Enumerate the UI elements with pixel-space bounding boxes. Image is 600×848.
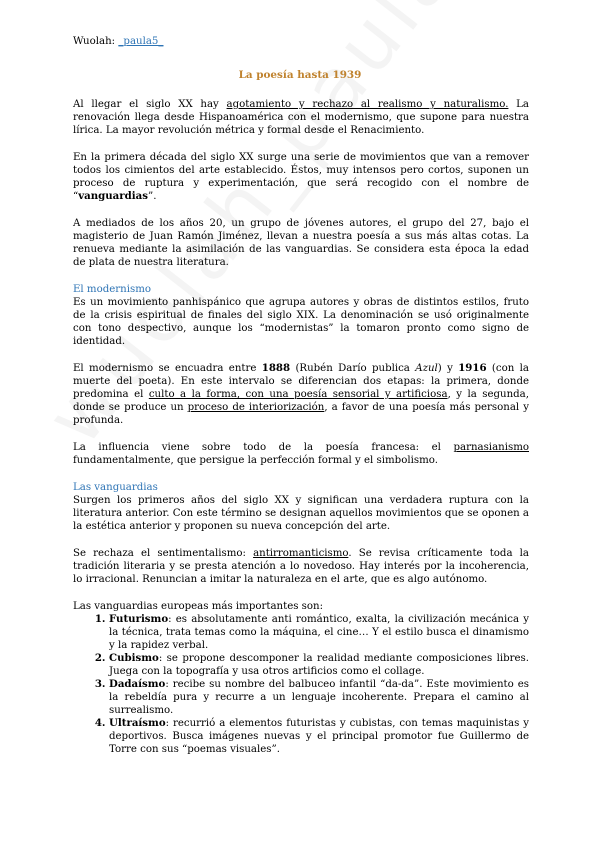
list-item: 3. Dadaísmo: recibe su nombre del balbuceo infantil “da-da”. Este movimiento es la rebeldía pura y recurre a un lenguaje incoherente. Prepara el camino al surrealismo.	[109, 678, 529, 717]
list-item: 2. Cubismo: se propone descomponer la realidad mediante composiciones libres. Juega con la topografía y usa otros artificios como el collage.	[109, 652, 529, 678]
underlined-phrase: parnasianismo	[453, 442, 529, 453]
vanguardias-paragraph-2: Se rechaza el sentimentalismo: antirromanticismo. Se revisa críticamente toda la tradición literaria y se presta atención a lo novedoso. Hay interés por la incoherencia, lo irracional. Renuncian a imitar la naturaleza en el arte, que es algo autónomo.	[73, 548, 529, 585]
underlined-phrase: culto a la forma, con una poesía sensorial y artificiosa	[148, 389, 448, 400]
section-heading-modernismo: El modernismo	[73, 284, 151, 295]
bold-term: vanguardias	[78, 190, 148, 202]
modernismo-paragraph-3: La influencia viene sobre todo de la poesía francesa: el parnasianismo fundamentalmente, que persigue la perfección formal y el simbolismo.	[73, 442, 529, 466]
document-body	[73, 98, 529, 756]
intro-paragraph-3: A mediados de los años 20, un grupo de jóvenes autores, el grupo del 27, bajo el magisterio de Juan Ramón Jiménez, llevan a nuestra poesía a sus más altas cotas. La renueva mediante la asimilación de las vanguardias. Se considera esta época la edad de plata de nuestra literatura.	[73, 218, 529, 268]
intro-paragraph-1: Al llegar el siglo XX hay agotamiento y rechazo al realismo y naturalismo. La renovación llega desde Hispanoamérica con el modernismo, que supone para nuestra lírica. La mayor revolución métrica y formal desde el Renacimiento.	[73, 99, 529, 136]
modernismo-paragraph-1: Es un movimiento panhispánico que agrupa autores y obras de distintos estilos, fruto de la crisis espiritual de finales del siglo XIX. La denominación se usó originalmente con tono despectivo, aunque los “modernistas” la tomaron pronto como signo de identidad.	[73, 297, 529, 347]
author-link[interactable]: _paula5_	[118, 36, 164, 47]
book-title-azul: Azul	[415, 363, 438, 374]
year-1916: 1916	[458, 362, 487, 374]
intro-paragraph-2: En la primera década del siglo XX surge una serie de movimientos que van a remover todos los cimientos del arte establecido. Éstos, muy intensos pero cortos, suponen un proceso de ruptura y experimentación, que será recogido con el nombre de “vanguardias”.	[73, 152, 529, 202]
vanguardias-list	[73, 613, 529, 756]
year-1888: 1888	[261, 362, 291, 374]
underlined-phrase: antirromanticismo	[253, 548, 349, 559]
modernismo-paragraph-2: El modernismo se encuadra entre 1888 (Rubén Darío publica Azul) y 1916 (con la muerte del poeta). En este intervalo se diferencian dos etapas: la primera, donde predomina el culto a la forma, con una poesía sensorial y artificiosa, y la segunda, donde se produce un proceso de interiorización, a favor de una poesía más personal y profunda.	[73, 362, 529, 426]
page-title: La poesía hasta 1939	[238, 69, 362, 81]
underlined-phrase: proceso de interiorización	[187, 402, 325, 413]
list-item: 1. Futurismo: es absolutamente anti romántico, exalta, la civilización mecánica y la técnica, trata temas como la máquina, el cine… Y el estilo busca el dinamismo y la rapidez verbal.	[109, 613, 529, 652]
vanguardias-paragraph-1: Surgen los primeros años del siglo XX y significan una verdadera ruptura con la literatura anterior. Con este término se designan aquellos movimientos que se oponen a la estética anterior y proponen su nueva concepción del arte.	[73, 495, 529, 532]
list-item: 4. Ultraísmo: recurrió a elementos futuristas y cubistas, con temas maquinistas y deportivos. Busca imágenes nuevas y el principal promotor fue Guillermo de Torre con sus “poemas visuales”.	[109, 717, 529, 756]
page-header	[73, 35, 164, 48]
underlined-phrase: agotamiento y rechazo al realismo y naturalismo.	[226, 99, 509, 110]
section-heading-vanguardias: Las vanguardias	[73, 482, 158, 493]
list-intro: Las vanguardias europeas más importantes son:	[73, 601, 324, 612]
header-label: Wuolah:	[73, 36, 116, 47]
